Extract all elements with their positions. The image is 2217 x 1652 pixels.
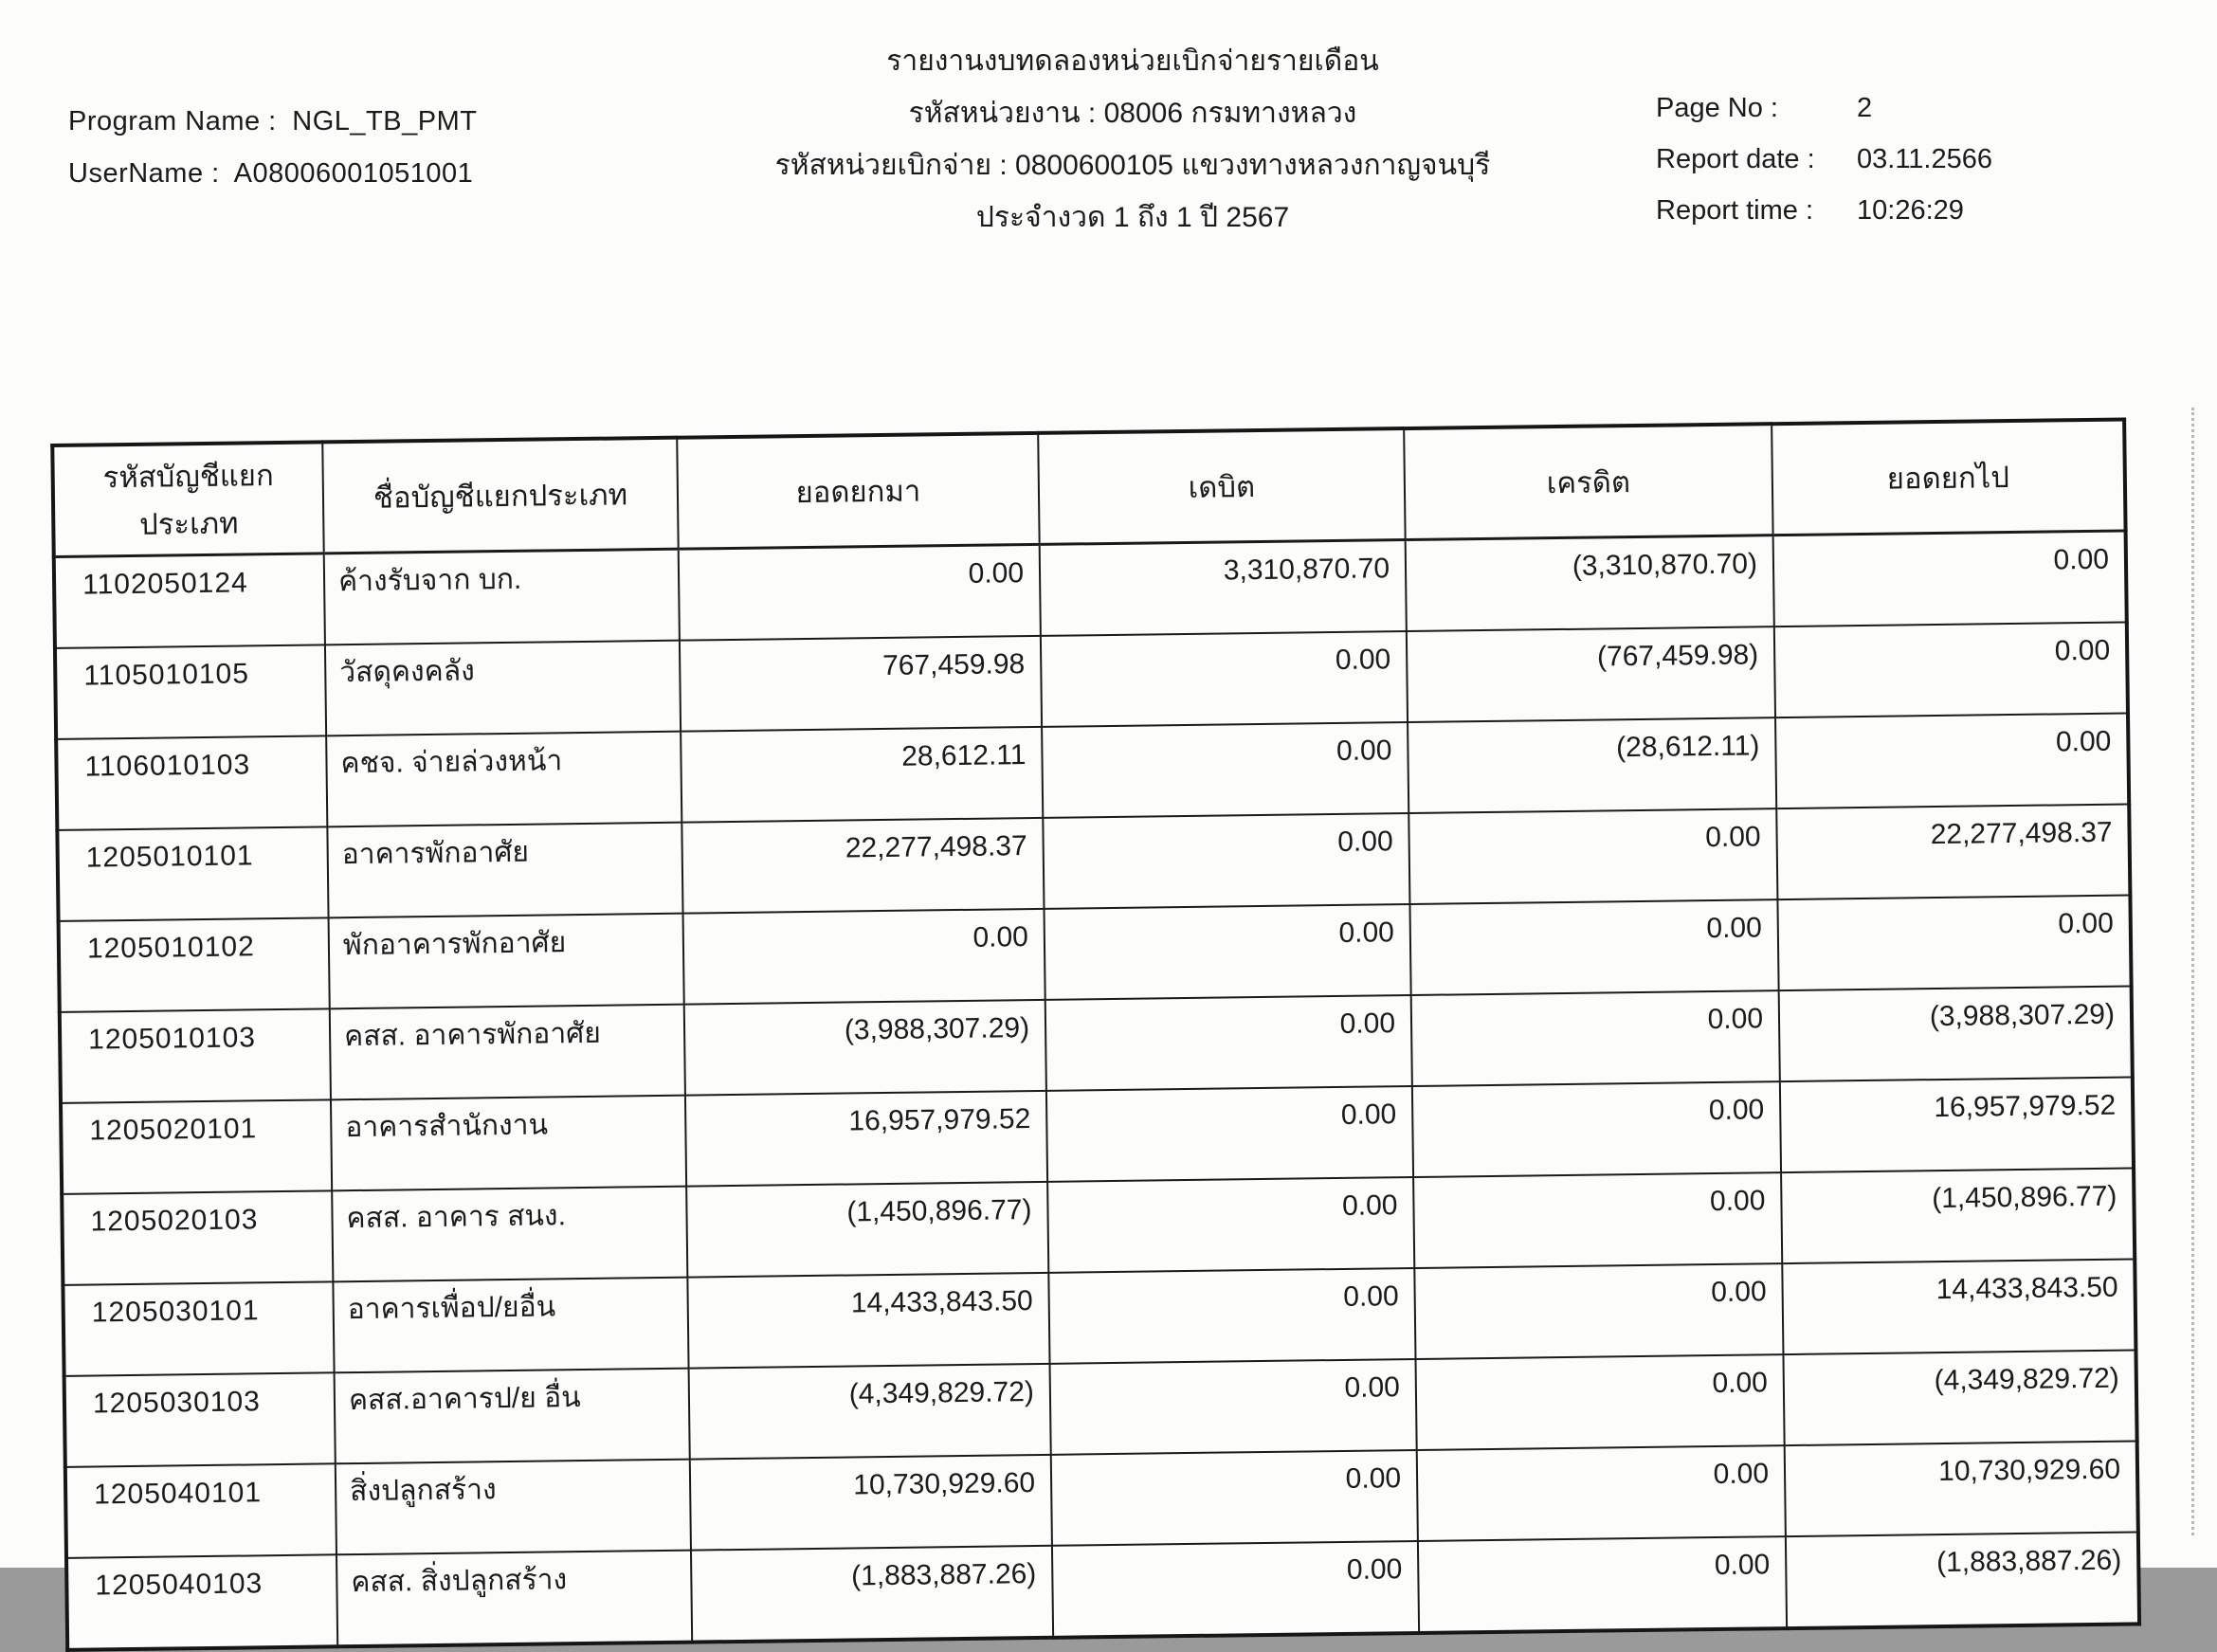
cell-closing-balance: (4,349,829.72) [1783,1350,2136,1445]
cell-credit: 0.00 [1412,1081,1781,1177]
col-header-account-code: รหัสบัญชีแยกประเภท [52,442,323,556]
cell-opening-balance: 10,730,929.60 [690,1455,1052,1551]
cell-credit: 0.00 [1417,1445,1786,1541]
cell-code: 1205020103 [62,1190,333,1285]
cell-opening-balance: 0.00 [679,544,1041,640]
cell-credit: 0.00 [1409,899,1778,995]
cell-name: คชจ. จ่ายล่วงหน้า [326,732,681,827]
cell-opening-balance: (1,450,896.77) [686,1182,1048,1278]
cell-debit: 0.00 [1042,722,1408,818]
cell-name: พักอาคารพักอาศัย [329,914,684,1009]
cell-name: คสส.อาคารป/ย อื่น [335,1369,690,1464]
cell-credit: 0.00 [1415,1354,1784,1450]
cell-closing-balance: (1,450,896.77) [1781,1168,2135,1263]
cell-name: วัสดุคงคลัง [325,641,681,736]
cell-opening-balance: (4,349,829.72) [689,1364,1051,1460]
cell-opening-balance: 14,433,843.50 [687,1273,1049,1369]
page-no-value: 2 [1857,93,1873,123]
report-time-value: 10:26:29 [1857,195,1964,226]
cell-code: 1205040101 [65,1463,336,1558]
cell-debit: 0.00 [1050,1359,1417,1455]
period-line: ประจำงวด 1 ถึง 1 ปี 2567 [975,202,1290,233]
cell-debit: 0.00 [1052,1541,1419,1638]
cell-name: สิ่งปลูกสร้าง [336,1460,691,1555]
cell-credit: 0.00 [1411,990,1780,1086]
table-body [54,531,2139,1650]
report-meta-left [68,106,484,210]
cell-debit: 3,310,870.70 [1040,540,1407,636]
cell-closing-balance: 0.00 [1773,531,2127,626]
page-no-label: Page No : [1656,93,1778,123]
col-header-closing-balance: ยอดยกไป [1772,420,2125,536]
cell-opening-balance: 22,277,498.37 [681,818,1044,914]
cell-code: 1102050124 [54,554,325,648]
cell-closing-balance: 14,433,843.50 [1782,1259,2135,1354]
report-date-line [1656,142,1992,177]
col-header-account-name: ชื่อบัญชีแยกประเภท [322,438,678,554]
username-label: UserName : [68,158,220,189]
trial-balance-table [50,417,2141,1651]
cell-credit: 0.00 [1413,1172,1782,1268]
trial-balance-table-wrap [50,418,2137,1652]
cell-opening-balance: 767,459.98 [680,636,1042,732]
report-time-label: Report time : [1656,195,1813,226]
cell-code: 1205010103 [60,1008,331,1103]
cell-opening-balance: 16,957,979.52 [685,1091,1047,1187]
scan-artifact-dotted-line [2191,408,2194,1535]
cell-name: อาคารสำนักงาน [331,1096,686,1191]
cell-code: 1205030103 [64,1372,336,1467]
cell-opening-balance: (1,883,887.26) [691,1546,1053,1643]
cell-debit: 0.00 [1041,631,1408,727]
cell-code: 1205040103 [66,1554,337,1650]
cell-closing-balance: 0.00 [1777,895,2131,990]
program-name-value: NGL_TB_PMT [292,106,478,136]
cell-debit: 0.00 [1044,904,1410,1000]
cell-credit: (28,612.11) [1408,717,1776,813]
cell-debit: 0.00 [1045,995,1412,1091]
report-date-value: 03.11.2566 [1857,144,1992,174]
cell-name: คสส. อาคารพักอาศัย [330,1005,685,1100]
report-meta-right [1656,91,1992,245]
page-no-line [1656,91,1992,126]
cell-debit: 0.00 [1047,1177,1414,1273]
report-title: รายงานงบทดลองหน่วยเบิกจ่ายรายเดือน [886,45,1379,77]
username-line [68,158,484,190]
cell-name: คสส. สิ่งปลูกสร้าง [336,1551,692,1647]
cell-code: 1205030101 [63,1281,334,1376]
cell-opening-balance: (3,988,307.29) [684,1000,1046,1096]
cell-name: อาคารเพื่อป/ยอื่น [333,1278,688,1373]
cell-opening-balance: 0.00 [683,909,1045,1005]
cell-credit: (3,310,870.70) [1406,536,1774,631]
cell-closing-balance: 22,277,498.37 [1776,804,2130,899]
cell-closing-balance: 0.00 [1775,713,2129,808]
cell-credit: 0.00 [1414,1263,1783,1359]
col-header-debit: เดบิต [1038,428,1405,544]
col-header-opening-balance: ยอดยกมา [677,433,1039,549]
cell-code: 1105010105 [55,644,326,739]
cell-credit: 0.00 [1408,808,1777,904]
program-name-line [68,106,484,137]
cell-credit: (767,459.98) [1407,626,1775,722]
cell-credit: 0.00 [1418,1536,1787,1633]
username-value: A08006001051001 [233,158,474,189]
cell-opening-balance: 28,612.11 [681,727,1043,823]
cell-name: คสส. อาคาร สนง. [332,1187,687,1282]
report-time-line [1656,193,1992,228]
cell-closing-balance: 0.00 [1774,622,2128,717]
cell-closing-balance: (1,883,887.26) [1786,1532,2139,1628]
cell-debit: 0.00 [1043,813,1409,909]
cell-code: 1106010103 [56,735,327,830]
cell-debit: 0.00 [1051,1450,1418,1546]
report-title-block [531,44,1735,252]
cell-name: ค้างรับจาก บก. [324,549,680,644]
disbursement-unit-line: รหัสหน่วยเบิกจ่าย : 0800600105 แขวงทางหลวงกาญจนบุรี [774,150,1491,181]
cell-debit: 0.00 [1046,1086,1413,1182]
cell-closing-balance: (3,988,307.29) [1779,986,2133,1081]
col-header-credit: เครดิต [1404,424,1772,539]
cell-code: 1205020101 [61,1099,332,1194]
cell-closing-balance: 16,957,979.52 [1780,1077,2134,1172]
program-name-label: Program Name : [68,106,277,136]
cell-closing-balance: 10,730,929.60 [1785,1441,2138,1536]
report-date-label: Report date : [1656,144,1815,174]
cell-code: 1205010102 [59,917,330,1012]
cell-debit: 0.00 [1048,1268,1415,1364]
cell-code: 1205010101 [57,826,328,921]
cell-name: อาคารพักอาศัย [327,823,682,918]
agency-code-line: รหัสหน่วยงาน : 08006 กรมทางหลวง [908,98,1357,129]
